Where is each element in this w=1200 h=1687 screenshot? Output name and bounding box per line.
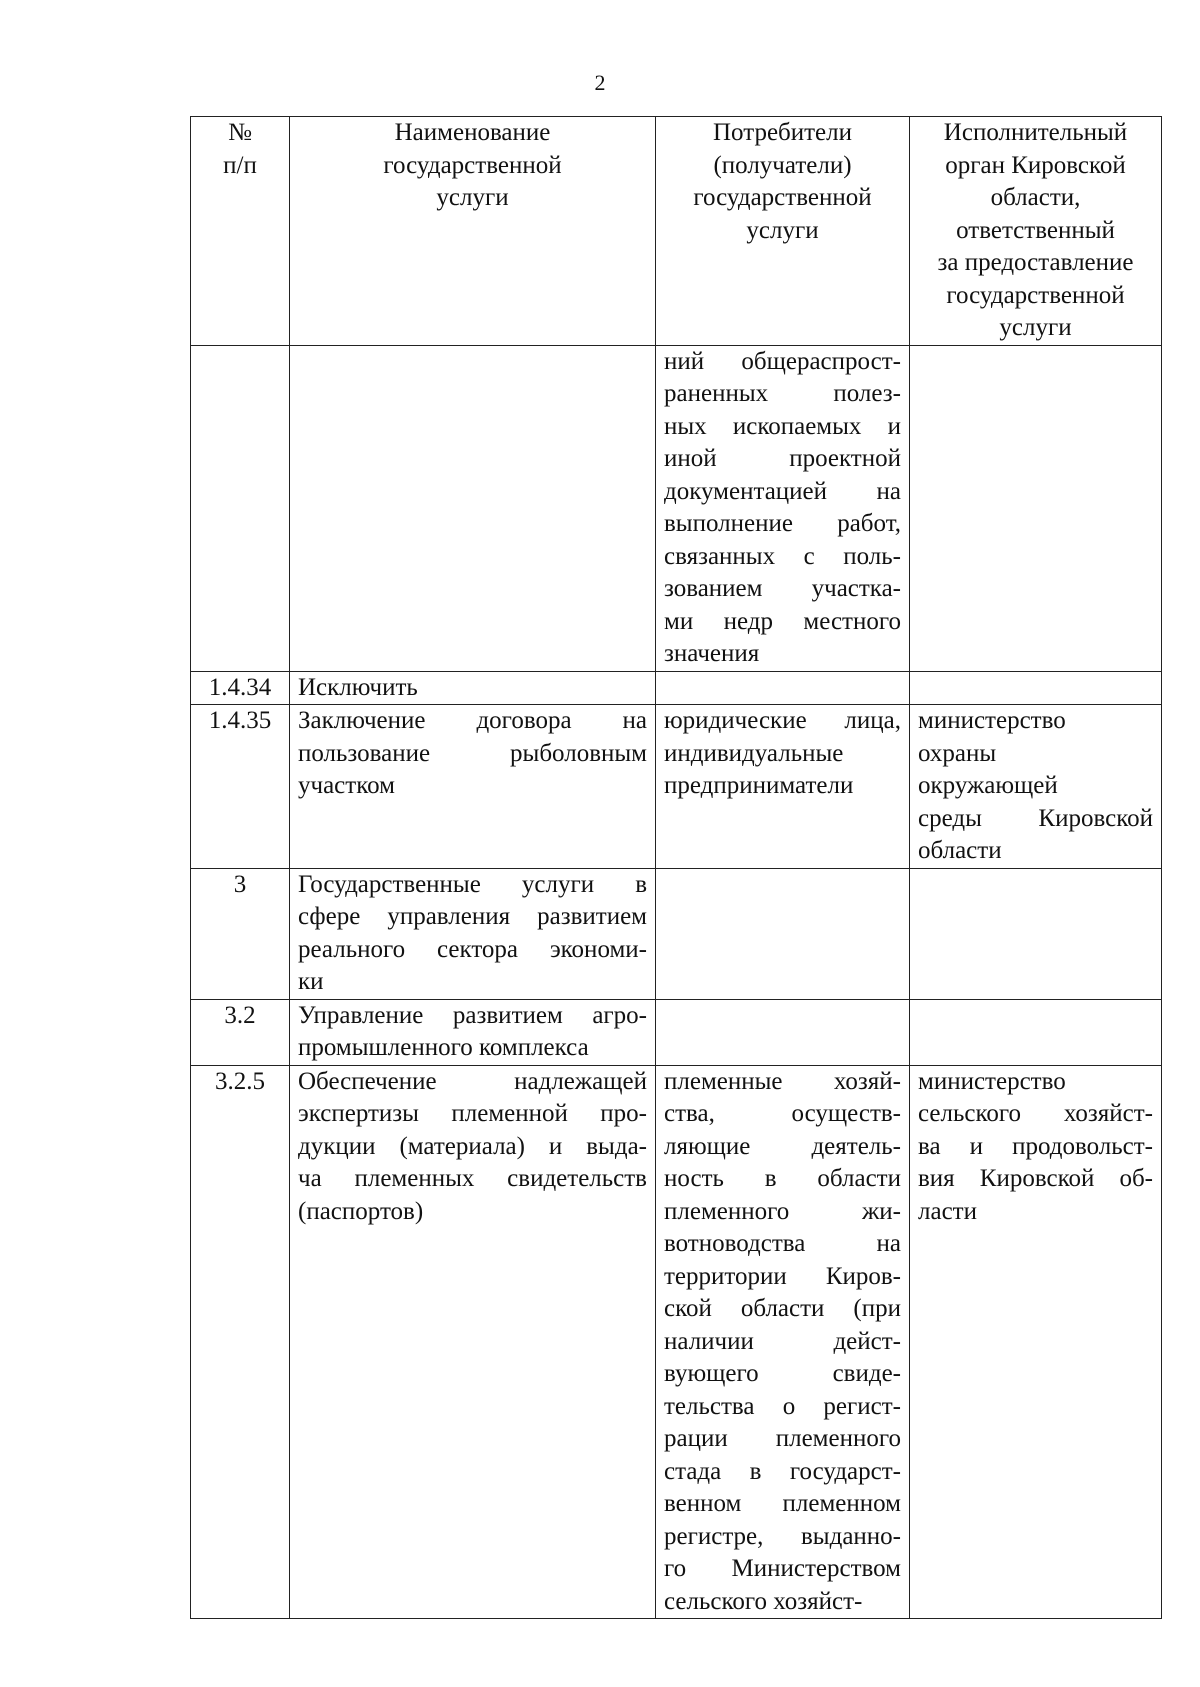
cell-service-name: Государственные услуги в сфере управления развитием реального сектора экономи- ки — [290, 868, 656, 999]
table-row — [191, 1065, 1162, 1619]
cell-number: 3.2.5 — [191, 1065, 290, 1619]
header-authority: Исполнительный орган Кировской области, ответственный за предоставление государственной услуги — [910, 117, 1162, 346]
table-row — [191, 705, 1162, 869]
cell-authority: министерство сельского хозяйст- ва и продовольст- вия Кировской об- ласти — [910, 1065, 1162, 1619]
cell-number: 1.4.35 — [191, 705, 290, 869]
page-number: 2 — [594, 70, 606, 95]
cell-number: 3 — [191, 868, 290, 999]
cell-service-name: Исключить — [290, 671, 656, 705]
cell-consumers — [656, 868, 910, 999]
table-row — [191, 345, 1162, 671]
header-service-name: Наименование государственной услуги — [290, 117, 656, 346]
cell-number — [191, 345, 290, 671]
table-row — [191, 868, 1162, 999]
services-table — [190, 116, 1162, 1619]
cell-authority — [910, 671, 1162, 705]
cell-service-name: Управление развитием агро- промышленного комплекса — [290, 999, 656, 1065]
cell-authority — [910, 868, 1162, 999]
header-number: № п/п — [191, 117, 290, 346]
cell-authority — [910, 999, 1162, 1065]
cell-authority: министерство охраны окружающей среды Кировской области — [910, 705, 1162, 869]
cell-consumers: ний общераспрост- раненных полез- ных ископаемых и иной проектной документацией на выполнение работ, связанных с поль- зованием участка- ми недр местного значения — [656, 345, 910, 671]
cell-consumers: племенные хозяй- ства, осуществ- ляющие деятель- ность в области племенного жи- вотноводства на территории Киров- ской области (при наличии дейст- вующего свиде- тельства о регист- рации племенного стада в государст- венном племенном регистре, выданно- го Министерством сельского хозяйст- — [656, 1065, 910, 1619]
cell-consumers: юридические лица, индивидуальные предприниматели — [656, 705, 910, 869]
table-row — [191, 999, 1162, 1065]
cell-number: 3.2 — [191, 999, 290, 1065]
cell-consumers — [656, 671, 910, 705]
cell-service-name: Заключение договора на пользование рыболовным участком — [290, 705, 656, 869]
table-header-row — [191, 117, 1162, 346]
cell-number: 1.4.34 — [191, 671, 290, 705]
table-row — [191, 671, 1162, 705]
cell-service-name: Обеспечение надлежащей экспертизы племенной про- дукции (материала) и выда- ча племенных свидетельств (паспортов) — [290, 1065, 656, 1619]
header-consumers: Потребители (получатели) государственной услуги — [656, 117, 910, 346]
cell-service-name — [290, 345, 656, 671]
cell-consumers — [656, 999, 910, 1065]
cell-authority — [910, 345, 1162, 671]
